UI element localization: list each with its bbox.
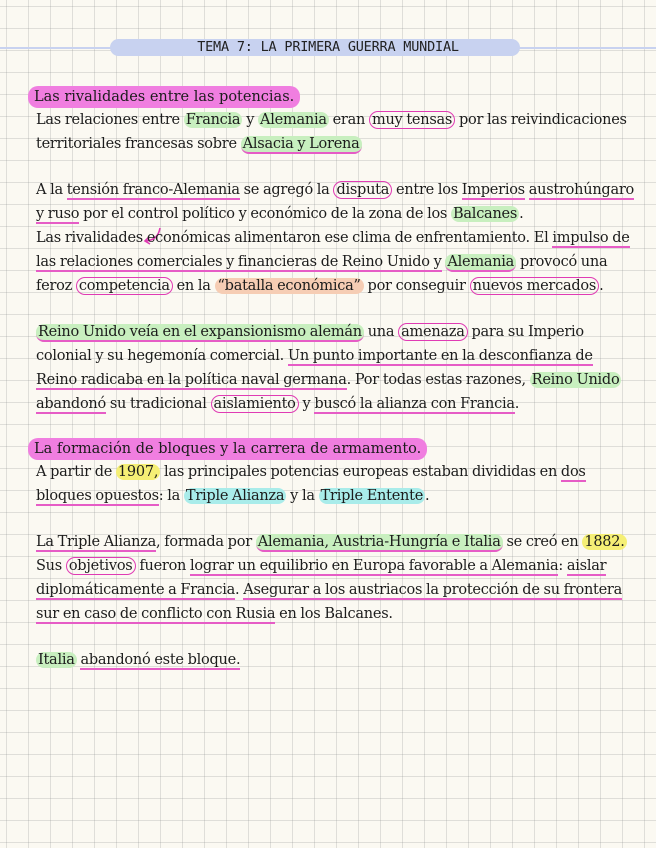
paragraph — [36, 108, 636, 156]
text: . — [599, 278, 604, 294]
text: entre los — [392, 182, 462, 198]
text: A la — [36, 182, 67, 198]
circled-text: competencia — [76, 277, 173, 295]
text: su tradicional — [106, 396, 211, 412]
text: en la — [172, 278, 215, 294]
text: eran — [328, 112, 369, 128]
highlight: 1882. — [584, 534, 625, 550]
highlight: “batalla económica” — [215, 278, 364, 294]
underlined-text: buscó la alianza con Francia — [314, 396, 515, 412]
circled-text: disputa — [333, 181, 392, 199]
section-bloques — [36, 438, 636, 672]
underlined-text: impulso de las relaciones comerciales y financieras de Reino Unido y — [36, 230, 630, 270]
text: una — [363, 324, 399, 340]
text: A partir de — [36, 464, 116, 480]
section-heading: Las rivalidades entre las potencias. — [28, 86, 300, 108]
paragraph — [36, 460, 636, 508]
paragraph — [36, 530, 636, 626]
circled-text: aislamiento — [211, 395, 299, 413]
highlight: Alsacia y Lorena — [242, 136, 360, 152]
highlight: Alemania, Austria-Hungría e Italia — [257, 534, 501, 550]
highlight: Alemania — [260, 112, 327, 128]
text: . — [514, 396, 520, 412]
notes-page — [36, 86, 636, 672]
highlight: Reino Unido veía en el expansionismo alemán — [38, 324, 362, 340]
highlight: Balcanes — [453, 206, 518, 222]
paragraph — [36, 648, 636, 672]
text: Sus — [36, 558, 66, 574]
paragraph — [36, 226, 636, 298]
circled-text: nuevos mercados — [470, 277, 599, 295]
text: , formada por — [156, 534, 256, 550]
underlined-text: tensión franco-Alemania — [66, 182, 240, 198]
text: : la — [158, 488, 184, 504]
title-banner — [0, 37, 656, 59]
page-title: TEMA 7: LA PRIMERA GUERRA MUNDIAL — [197, 39, 459, 55]
underlined-text: abandonó este bloque. — [80, 652, 241, 668]
text: Las relaciones entre — [36, 112, 184, 128]
underlined-text: dos bloques opuestos — [36, 464, 586, 504]
text: . — [425, 488, 430, 504]
text: : — [558, 558, 567, 574]
text: para su Imperio colonial y su hegemonía comercial. — [36, 324, 584, 364]
highlight: Reino Unido — [531, 372, 620, 388]
underlined-text: aislar diplomáticamente a Francia — [36, 558, 607, 598]
text: por el control político y económico de la zona de los — [79, 206, 451, 222]
underlined-text: austrohúngaro y ruso — [36, 182, 635, 222]
text: las principales potencias europeas estaban divididas en — [160, 464, 561, 480]
text: en los Balcanes. — [275, 606, 393, 622]
highlight: Italia — [38, 652, 75, 668]
underlined-text: lograr un equilibrio en Europa favorable a Alemania — [190, 558, 559, 574]
text: Las rivalidades económicas alimentaron ese clima de enfrentamiento. El — [36, 230, 553, 246]
text: por conseguir — [363, 278, 470, 294]
highlight: 1907, — [117, 464, 159, 480]
text: por las reivindicaciones territoriales francesas sobre — [36, 112, 627, 152]
circled-text: amenaza — [398, 323, 468, 341]
text: se agregó la — [239, 182, 334, 198]
highlight: Alemania — [447, 254, 515, 270]
paragraph — [36, 178, 636, 226]
underlined-text: Imperios — [461, 182, 525, 198]
text: fueron — [135, 558, 191, 574]
text: provocó una feroz — [36, 254, 608, 294]
text: y la — [286, 488, 319, 504]
underlined-text: Asegurar a los austriacos la protección de su frontera sur en caso de conflicto con Rusia — [36, 582, 623, 622]
text: y — [242, 112, 259, 128]
underlined-text: abandonó — [36, 396, 106, 412]
circled-text: objetivos — [66, 557, 136, 575]
underlined-text: La Triple Alianza — [36, 534, 156, 550]
text: . — [235, 582, 244, 598]
paragraph — [36, 320, 636, 416]
text: . Por todas estas razones, — [346, 372, 530, 388]
text: y — [298, 396, 315, 412]
underlined-text: Un punto importante en la desconfianza de Reino radicaba en la política naval germana — [36, 348, 593, 388]
circled-text: muy tensas — [369, 111, 455, 129]
highlight: Triple Alianza — [185, 488, 285, 504]
section-heading: La formación de bloques y la carrera de armamento. — [28, 438, 427, 460]
text: se creó en — [502, 534, 583, 550]
highlight: Francia — [185, 112, 241, 128]
section-rivalidades — [36, 86, 636, 416]
text: . — [519, 206, 524, 222]
highlight: Triple Entente — [320, 488, 424, 504]
